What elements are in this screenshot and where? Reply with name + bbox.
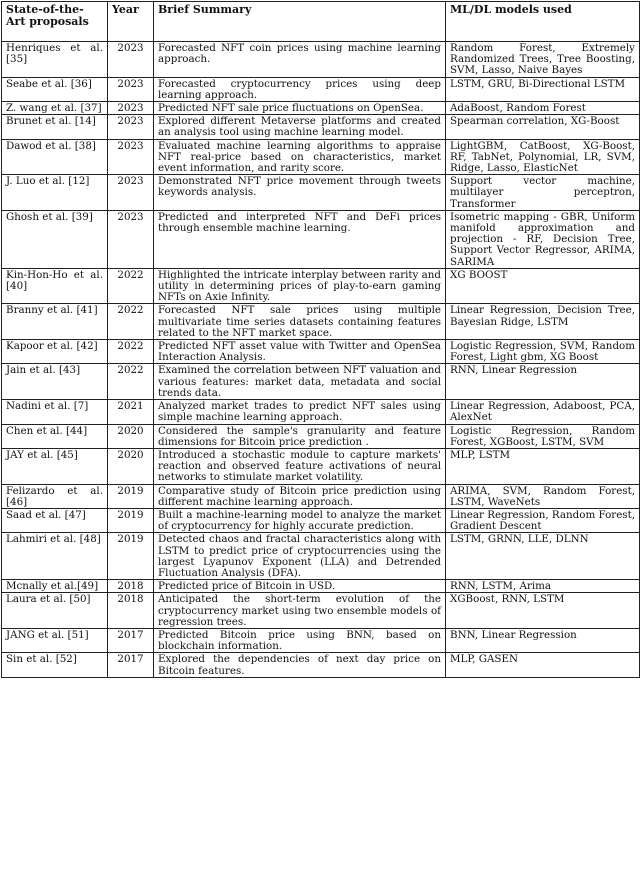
summary-cell: Explored different Metaverse platforms and created an analysis tool using machine learning model.: [154, 115, 446, 139]
summary-cell: Demonstrated NFT price movement through tweets keywords analysis.: [154, 175, 446, 211]
summary-cell: Predicted NFT asset value with Twitter and OpenSea Interaction Analysis.: [154, 340, 446, 364]
models-cell: BNN, Linear Regression: [446, 628, 640, 652]
proposal-cell: Seabe et al. [36]: [2, 77, 108, 101]
year-cell: 2023: [108, 175, 154, 211]
year-cell: 2022: [108, 364, 154, 400]
table-row: [2, 628, 640, 652]
models-cell: Random Forest, Extremely Randomized Trees, Tree Boosting, SVM, Lasso, Naive Bayes: [446, 42, 640, 78]
models-cell: Logistic Regression, Random Forest, XGBoost, LSTM, SVM: [446, 424, 640, 448]
models-cell: LSTM, GRU, Bi-Directional LSTM: [446, 77, 640, 101]
sota-comparison-table: [1, 1, 640, 678]
summary-cell: Detected chaos and fractal characteristics along with LSTM to predict price of cryptocurrencies using the largest Lyapunov Exponent (LLA) and Detrended Fluctuation Analysis (DFA).: [154, 533, 446, 580]
table-row: [2, 304, 640, 340]
table-row: [2, 340, 640, 364]
table-row: [2, 175, 640, 211]
summary-cell: Predicted price of Bitcoin in USD.: [154, 580, 446, 593]
proposal-cell: Z. wang et al. [37]: [2, 102, 108, 115]
summary-cell: Anticipated the short-term evolution of the cryptocurrency market using two ensemble models of regression trees.: [154, 593, 446, 629]
summary-cell: Forecasted cryptocurrency prices using deep learning approach.: [154, 77, 446, 101]
year-cell: 2023: [108, 77, 154, 101]
proposal-cell: J. Luo et al. [12]: [2, 175, 108, 211]
year-cell: 2019: [108, 533, 154, 580]
models-cell: Linear Regression, Adaboost, PCA, AlexNet: [446, 400, 640, 424]
header-year: Year: [108, 2, 154, 42]
summary-cell: Comparative study of Bitcoin price prediction using different machine learning approach.: [154, 484, 446, 508]
summary-cell: Considered the sample's granularity and feature dimensions for Bitcoin price prediction .: [154, 424, 446, 448]
year-cell: 2019: [108, 508, 154, 532]
summary-cell: Introduced a stochastic module to capture markets' reaction and observed feature activations of neural networks to stimulate market volatility.: [154, 448, 446, 484]
table-row: [2, 210, 640, 268]
summary-cell: Explored the dependencies of next day price on Bitcoin features.: [154, 653, 446, 677]
models-cell: Linear Regression, Decision Tree, Bayesian Ridge, LSTM: [446, 304, 640, 340]
proposal-cell: Dawod et al. [38]: [2, 139, 108, 175]
proposal-cell: Henriques et al. [35]: [2, 42, 108, 78]
year-cell: 2023: [108, 115, 154, 139]
year-cell: 2022: [108, 304, 154, 340]
proposal-cell: Felizardo et al. [46]: [2, 484, 108, 508]
summary-cell: Predicted NFT sale price fluctuations on OpenSea.: [154, 102, 446, 115]
year-cell: 2023: [108, 210, 154, 268]
proposal-cell: Kapoor et al. [42]: [2, 340, 108, 364]
year-cell: 2023: [108, 42, 154, 78]
summary-cell: Analyzed market trades to predict NFT sales using simple machine learning approach.: [154, 400, 446, 424]
table-row: [2, 533, 640, 580]
year-cell: 2023: [108, 102, 154, 115]
models-cell: Support vector machine, multilayer perceptron, Transformer: [446, 175, 640, 211]
table-row: [2, 364, 640, 400]
proposal-cell: Jain et al. [43]: [2, 364, 108, 400]
header-proposals: State-of-the-Art proposals: [2, 2, 108, 42]
table-row: [2, 484, 640, 508]
header-summary: Brief Summary: [154, 2, 446, 42]
table-row: [2, 139, 640, 175]
summary-cell: Evaluated machine learning algorithms to appraise NFT real-price based on characteristics, market event information, and rarity score.: [154, 139, 446, 175]
proposal-cell: Laura et al. [50]: [2, 593, 108, 629]
year-cell: 2018: [108, 593, 154, 629]
proposal-cell: Saad et al. [47]: [2, 508, 108, 532]
year-cell: 2022: [108, 340, 154, 364]
models-cell: LSTM, GRNN, LLE, DLNN: [446, 533, 640, 580]
models-cell: ARIMA, SVM, Random Forest, LSTM, WaveNets: [446, 484, 640, 508]
table-row: [2, 424, 640, 448]
models-cell: MLP, GASEN: [446, 653, 640, 677]
models-cell: MLP, LSTM: [446, 448, 640, 484]
table-row: [2, 268, 640, 304]
models-cell: Spearman correlation, XG-Boost: [446, 115, 640, 139]
summary-cell: Built a machine-learning model to analyze the market of cryptocurrency for highly accurate prediction.: [154, 508, 446, 532]
proposal-cell: Sin et al. [52]: [2, 653, 108, 677]
summary-cell: Forecasted NFT coin prices using machine learning approach.: [154, 42, 446, 78]
table-row: [2, 115, 640, 139]
models-cell: Linear Regression, Random Forest, Gradient Descent: [446, 508, 640, 532]
proposal-cell: Branny et al. [41]: [2, 304, 108, 340]
year-cell: 2019: [108, 484, 154, 508]
models-cell: LightGBM, CatBoost, XG-Boost, RF, TabNet, Polynomial, LR, SVM, Ridge, Lasso, ElasticNet: [446, 139, 640, 175]
proposal-cell: Ghosh et al. [39]: [2, 210, 108, 268]
header-models: ML/DL models used: [446, 2, 640, 42]
table-row: [2, 580, 640, 593]
models-cell: RNN, Linear Regression: [446, 364, 640, 400]
proposal-cell: Mcnally et al.[49]: [2, 580, 108, 593]
header-row: [2, 2, 640, 42]
table-row: [2, 77, 640, 101]
year-cell: 2017: [108, 653, 154, 677]
year-cell: 2022: [108, 268, 154, 304]
summary-cell: Highlighted the intricate interplay between rarity and utility in determining prices of play-to-earn gaming NFTs on Axie Infinity.: [154, 268, 446, 304]
table-row: [2, 400, 640, 424]
models-cell: XGBoost, RNN, LSTM: [446, 593, 640, 629]
table-row: [2, 653, 640, 677]
year-cell: 2020: [108, 424, 154, 448]
table-row: [2, 102, 640, 115]
proposal-cell: Nadini et al. [7]: [2, 400, 108, 424]
summary-cell: Examined the correlation between NFT valuation and various features: market data, metadata and social trends data.: [154, 364, 446, 400]
year-cell: 2020: [108, 448, 154, 484]
proposal-cell: JAY et al. [45]: [2, 448, 108, 484]
summary-cell: Predicted and interpreted NFT and DeFi prices through ensemble machine learning.: [154, 210, 446, 268]
year-cell: 2017: [108, 628, 154, 652]
models-cell: Logistic Regression, SVM, Random Forest, Light gbm, XG Boost: [446, 340, 640, 364]
table-row: [2, 42, 640, 78]
models-cell: XG BOOST: [446, 268, 640, 304]
table-row: [2, 593, 640, 629]
table-row: [2, 448, 640, 484]
proposal-cell: JANG et al. [51]: [2, 628, 108, 652]
year-cell: 2021: [108, 400, 154, 424]
year-cell: 2023: [108, 139, 154, 175]
summary-cell: Forecasted NFT sale prices using multiple multivariate time series datasets containing features related to the NFT market space.: [154, 304, 446, 340]
proposal-cell: Kin-Hon-Ho et al. [40]: [2, 268, 108, 304]
models-cell: Isometric mapping - GBR, Uniform manifold approximation and projection - RF, Decision Tree, Support Vector Regressor, ARIMA, SARIMA: [446, 210, 640, 268]
year-cell: 2018: [108, 580, 154, 593]
proposal-cell: Chen et al. [44]: [2, 424, 108, 448]
models-cell: RNN, LSTM, Arima: [446, 580, 640, 593]
table-row: [2, 508, 640, 532]
models-cell: AdaBoost, Random Forest: [446, 102, 640, 115]
proposal-cell: Lahmiri et al. [48]: [2, 533, 108, 580]
summary-cell: Predicted Bitcoin price using BNN, based on blockchain information.: [154, 628, 446, 652]
proposal-cell: Brunet et al. [14]: [2, 115, 108, 139]
